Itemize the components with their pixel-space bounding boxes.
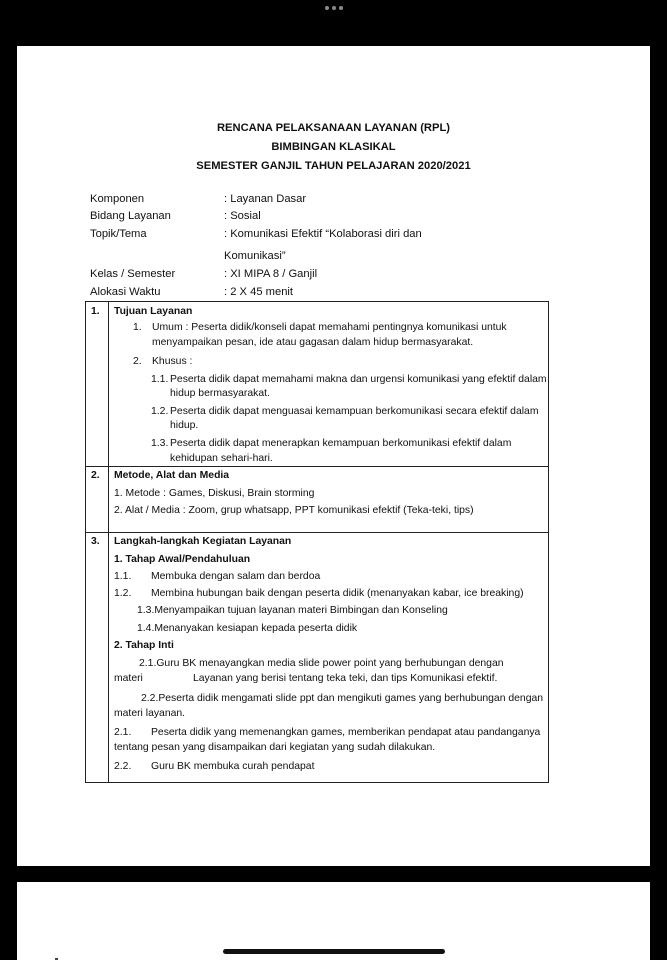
section-number: 2. — [91, 470, 100, 481]
khusus-2-line-2: hidup. — [170, 420, 199, 431]
tahap-awal-item-3: 1.3.Menyampaikan tujuan layanan materi Bimbingan dan Konseling — [137, 605, 448, 616]
list-number: 2.2. — [114, 761, 132, 772]
rpl-table — [85, 301, 549, 783]
topik-value: : Komunikasi Efektif “Kolaborasi diri dan — [224, 228, 422, 240]
alokasi-value: : 2 X 45 menit — [224, 286, 294, 298]
section-heading: Langkah-langkah Kegiatan Layanan — [114, 536, 292, 547]
tahap-inti-item-2-line-2: materi layanan. — [114, 708, 186, 719]
section-heading: Tujuan Layanan — [114, 306, 193, 317]
komponen-label: Komponen — [90, 193, 145, 205]
alokasi-label: Alokasi Waktu — [90, 286, 161, 298]
bidang-label: Bidang Layanan — [90, 210, 171, 222]
topik-label: Topik/Tema — [90, 228, 147, 240]
tahap-inti-item-1-line-1: 2.1.Guru BK menayangkan media slide power point yang berhubungan dengan — [139, 658, 504, 669]
bidang-value: : Sosial — [224, 210, 261, 222]
doc-title-line-2: BIMBINGAN KLASIKAL — [271, 141, 396, 153]
section-heading: Metode, Alat dan Media — [114, 470, 230, 481]
tujuan-umum-line-1: Umum : Peserta didik/konseli dapat memahami pentingnya komunikasi untuk — [152, 322, 507, 333]
kelas-value: : XI MIPA 8 / Ganjil — [224, 268, 318, 280]
tujuan-khusus-label: Khusus : — [152, 356, 193, 367]
khusus-2-line-1: Peserta didik dapat menguasai kemampuan berkomunikasi secara efektif dalam — [170, 406, 539, 417]
section-number: 1. — [91, 306, 100, 317]
tahap-awal-item-1: Membuka dengan salam dan berdoa — [151, 571, 321, 582]
tahap-inti-heading: 2. Tahap Inti — [114, 640, 174, 651]
alat-media-line: 2. Alat / Media : Zoom, grup whatsapp, PPT komunikasi efektif (Teka-teki, tips) — [114, 505, 474, 516]
more-options-icon[interactable] — [0, 6, 667, 24]
tahap-inti-item-3-line-2: tentang pesan yang disampaikan dari kegiatan yang sudah dilakukan. — [114, 742, 436, 753]
tahap-inti-item-1-line-2b: Layanan yang berisi tentang teka teki, dan tips Komunikasi efektif. — [193, 673, 498, 684]
list-number: 1.2. — [151, 406, 169, 417]
list-number: 1.3. — [151, 438, 169, 449]
list-number: 1.1. — [151, 374, 169, 385]
tahap-inti-item-1-line-2a: materi — [114, 673, 143, 684]
khusus-1-line-2: hidup bermasyarakat. — [170, 388, 270, 399]
list-number: 2. — [133, 356, 142, 367]
document-page — [17, 46, 650, 866]
tahap-inti-item-4: Guru BK membuka curah pendapat — [151, 761, 315, 772]
doc-title-line-3: SEMESTER GANJIL TAHUN PELAJARAN 2020/2021 — [196, 160, 471, 172]
khusus-1-line-1: Peserta didik dapat memahami makna dan urgensi komunikasi yang efektif dalam — [170, 374, 547, 385]
tahap-inti-item-3-line-1: Peserta didik yang memenangkan games, memberikan pendapat atau pandanganya — [151, 727, 541, 738]
doc-title-line-1: RENCANA PELAKSANAAN LAYANAN (RPL) — [216, 122, 451, 134]
list-number: 2.1. — [114, 727, 132, 738]
tahap-inti-item-2-line-1: 2.2.Peserta didik mengamati slide ppt dan mengikuti games yang berhubungan dengan — [141, 693, 544, 704]
section-number: 3. — [91, 536, 100, 547]
tahap-awal-heading: 1. Tahap Awal/Pendahuluan — [114, 554, 251, 565]
khusus-3-line-2: kehidupan sehari-hari. — [170, 453, 273, 464]
home-indicator[interactable] — [223, 949, 445, 954]
kelas-label: Kelas / Semester — [90, 268, 176, 280]
khusus-3-line-1: Peserta didik dapat menerapkan kemampuan berkomunikasi efektif dalam — [170, 438, 512, 449]
list-number: 1.2. — [114, 588, 132, 599]
metode-line: 1. Metode : Games, Diskusi, Brain storming — [114, 488, 315, 499]
tujuan-umum-line-2: menyampaikan pesan, ide atau gagasan dalam hidup bermasyarakat. — [152, 337, 474, 348]
tahap-awal-item-2: Membina hubungan baik dengan peserta didik (menanyakan kabar, ice breaking) — [151, 588, 524, 599]
tahap-awal-item-4: 1.4.Menanyakan kesiapan kepada peserta didik — [137, 623, 358, 634]
komponen-value: : Layanan Dasar — [224, 193, 307, 205]
list-number: 1. — [133, 322, 142, 333]
list-number: 1.1. — [114, 571, 132, 582]
topik-value-continued: Komunikasi” — [224, 250, 286, 262]
